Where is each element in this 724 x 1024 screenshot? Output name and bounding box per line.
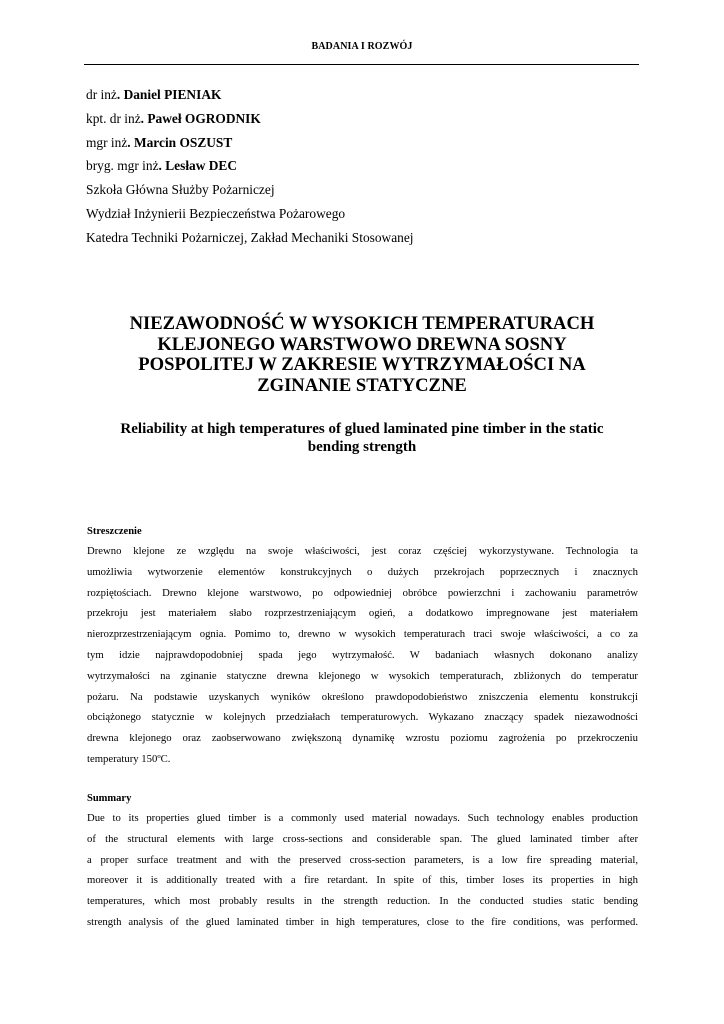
author-block xyxy=(86,86,414,253)
title-line: KLEJONEGO WARSTWOWO DREWNA SOSNY xyxy=(157,333,567,355)
text-line: obciążonego statycznie w kolejnych przedziałach temperaturowych. Wykazano znaczący spadek niezawodności xyxy=(87,711,638,724)
author-title: bryg. mgr inż xyxy=(86,158,159,174)
paper-title-en xyxy=(84,420,640,456)
text-line: umożliwia wytworzenie elementów konstrukcyjnych o dużych przekrojach poprzecznych i znacznych xyxy=(87,565,638,578)
affiliation-line: Wydział Inżynierii Bezpieczeństwa Pożarowego xyxy=(86,205,346,221)
title-line: POSPOLITEJ W ZAKRESIE WYTRZYMAŁOŚCI NA xyxy=(138,354,586,375)
text-line: a proper surface treatment and with the preserved cross-section parameters, is a low fire spreading material, xyxy=(87,853,638,866)
text-line: rozpiętościach. Drewno klejone warstwowo, po odpowiedniej obróbce powierzchni i zachowaniu parametrów xyxy=(87,586,638,599)
text-line: tym idzie najprawdopodobniej spada jego wytrzymałość. W badaniach własnych dokonano analizy xyxy=(87,648,638,661)
streszczenie-heading: Streszczenie xyxy=(87,526,142,537)
author-name: . Daniel PIENIAK xyxy=(116,87,222,102)
text-line: Drewno klejone ze względu na swoje właściwości, jest coraz częściej wykorzystywane. Technologia ta xyxy=(87,545,638,557)
text-line: temperatury 150ºC. xyxy=(87,752,171,765)
text-line: przekroju jest materiałem słabo rozprzestrzeniającym ogień, a dodatkowo impregnowane jest materiałem xyxy=(87,607,638,620)
text-line: pożaru. Na podstawie uzyskanych wyników określono prawdopodobieństwo zniszczenia elementu konstrukcji xyxy=(87,690,638,703)
author-line xyxy=(86,134,414,158)
text-line: moreover it is additionally treated with a fire retardant. In spite of this, timber loses its properties in high xyxy=(87,874,638,887)
author-line xyxy=(86,157,414,181)
author-title: dr inż xyxy=(86,87,117,102)
summary-heading: Summary xyxy=(87,793,132,804)
author-name: . Paweł OGRODNIK xyxy=(140,110,261,126)
author-line xyxy=(86,110,414,134)
affiliation-line: Katedra Techniki Pożarniczej, Zakład Mechaniki Stosowanej xyxy=(86,229,414,245)
paper-title-pl xyxy=(84,314,640,396)
text-line: strength analysis of the glued laminated timber in high temperatures, close to the fire conditions, was performed. xyxy=(87,915,638,928)
running-header: BADANIA I ROZWÓJ xyxy=(311,41,413,52)
title-line: Reliability at high temperatures of glued laminated pine timber in the static xyxy=(120,421,604,437)
text-line: Due to its properties glued timber is a commonly used material nowadays. Such technology enables production xyxy=(87,812,638,824)
author-title: mgr inż xyxy=(86,134,128,150)
title-line: ZGINANIE STATYCZNE xyxy=(257,374,467,396)
author-name: . Lesław DEC xyxy=(158,158,238,174)
title-line: bending strength xyxy=(307,439,417,455)
text-line: temperatures, which most probably results in the strength reduction. In the conducted studies static bending xyxy=(87,895,638,908)
text-line: drewna klejonego oraz zaobserwowano zwiększoną dynamikę wzrostu poziomu zagrożenia po przekroczeniu xyxy=(87,732,638,745)
author-title: kpt. dr inż xyxy=(86,110,141,126)
author-name: . Marcin OSZUST xyxy=(127,134,233,150)
affiliation-line: Szkoła Główna Służby Pożarniczej xyxy=(86,182,275,198)
streszczenie-body xyxy=(87,541,638,770)
title-line: NIEZAWODNOŚĆ W WYSOKICH TEMPERATURACH xyxy=(129,313,595,334)
author-line xyxy=(86,86,414,110)
text-line: wytrzymałości na zginanie statyczne drewna klejonego w wysokich temperaturach, zbliżonych do temperatur xyxy=(87,669,638,682)
text-line: of the structural elements with large cross-sections and considerable span. The glued laminated timber after xyxy=(87,832,638,845)
text-line: nierozprzestrzeniającym ognia. Pomimo to, drewno w wysokich temperaturach traci swoje właściwości, a co za xyxy=(87,628,638,641)
summary-body xyxy=(87,808,638,933)
header-divider xyxy=(84,64,639,65)
